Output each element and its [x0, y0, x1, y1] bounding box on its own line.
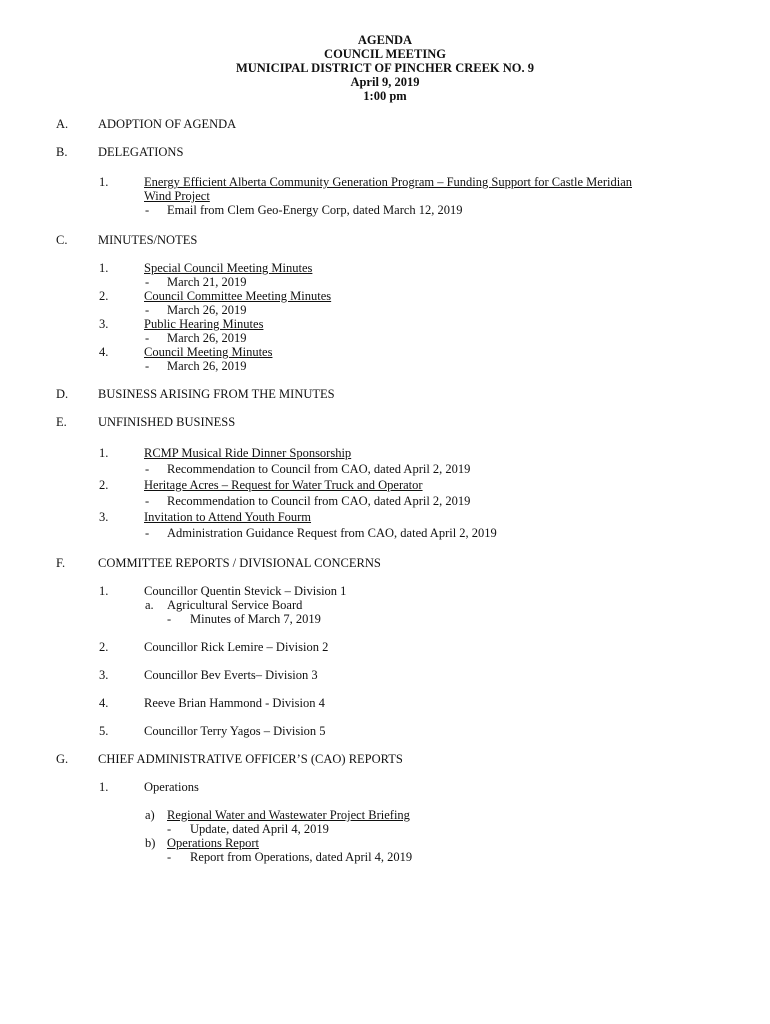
g-sub-letter: a) [145, 808, 155, 822]
c-item-title: Council Committee Meeting Minutes [144, 289, 332, 303]
c-item-number: 3. [99, 317, 109, 331]
section-b-letter: B. [56, 145, 68, 159]
f-item-1-sub-title: Agricultural Service Board [167, 598, 303, 612]
f-item-title: Councillor Bev Everts– Division 3 [144, 668, 318, 682]
g-sub-dash: - [167, 822, 172, 836]
e-item-title: Heritage Acres – Request for Water Truck and Operator [144, 478, 423, 492]
header-time: 1:00 pm [363, 89, 407, 103]
e-item-number: 2. [99, 478, 109, 492]
header-agenda: AGENDA [357, 33, 413, 47]
section-d-letter: D. [56, 387, 69, 401]
g-sub-title: Operations Report [167, 836, 259, 850]
b-item-1-sub: Email from Clem Geo-Energy Corp, dated March 12, 2019 [167, 203, 463, 217]
header-date: April 9, 2019 [350, 75, 420, 89]
e-item-sub: Administration Guidance Request from CAO, dated April 2, 2019 [167, 526, 497, 540]
f-item-1-sub-letter: a. [145, 598, 154, 612]
b-item-1-dash: - [145, 203, 150, 217]
header-municipal-district: MUNICIPAL DISTRICT OF PINCHER CREEK NO. 9 [235, 61, 535, 75]
c-item-number: 2. [99, 289, 109, 303]
f-item-title: Reeve Brian Hammond - Division 4 [144, 696, 325, 710]
c-item-date: March 21, 2019 [167, 275, 247, 289]
header-council-meeting: COUNCIL MEETING [324, 47, 446, 61]
f-item-number: 4. [99, 696, 109, 710]
section-f-title: COMMITTEE REPORTS / DIVISIONAL CONCERNS [98, 556, 381, 570]
f-item-1-sub-dash: - [167, 612, 172, 626]
c-item-number: 1. [99, 261, 109, 275]
e-item-number: 3. [99, 510, 109, 524]
f-item-number: 5. [99, 724, 109, 738]
g-sub-title: Regional Water and Wastewater Project Briefing [167, 808, 410, 822]
section-e-letter: E. [56, 415, 67, 429]
section-f-letter: F. [56, 556, 66, 570]
section-a-title: ADOPTION OF AGENDA [98, 117, 237, 131]
b-item-1-number: 1. [99, 175, 109, 189]
section-g-title: CHIEF ADMINISTRATIVE OFFICER’S (CAO) REPORTS [98, 752, 403, 766]
f-item-1-number: 1. [99, 584, 109, 598]
c-item-title: Council Meeting Minutes [144, 345, 273, 359]
c-item-dash: - [145, 359, 150, 373]
e-item-dash: - [145, 462, 150, 476]
b-item-1-title-line2: Wind Project [144, 189, 210, 203]
c-item-date: March 26, 2019 [167, 359, 247, 373]
c-item-title: Public Hearing Minutes [144, 317, 264, 331]
c-item-date: March 26, 2019 [167, 303, 247, 317]
section-d-title: BUSINESS ARISING FROM THE MINUTES [98, 387, 335, 401]
e-item-title: Invitation to Attend Youth Fourm [144, 510, 312, 524]
e-item-dash: - [145, 526, 150, 540]
g-sub-detail: Report from Operations, dated April 4, 2019 [190, 850, 413, 864]
f-item-title: Councillor Rick Lemire – Division 2 [144, 640, 329, 654]
section-c-letter: C. [56, 233, 68, 247]
g-sub-detail: Update, dated April 4, 2019 [190, 822, 329, 836]
section-g-letter: G. [56, 752, 69, 766]
g-sub-letter: b) [145, 836, 156, 850]
c-item-title: Special Council Meeting Minutes [144, 261, 313, 275]
section-b-title: DELEGATIONS [98, 145, 184, 159]
f-item-1-title: Councillor Quentin Stevick – Division 1 [144, 584, 347, 598]
c-item-number: 4. [99, 345, 109, 359]
f-item-1-sub-sub: Minutes of March 7, 2019 [190, 612, 321, 626]
c-item-date: March 26, 2019 [167, 331, 247, 345]
c-item-dash: - [145, 303, 150, 317]
g-item-1-number: 1. [99, 780, 109, 794]
c-item-dash: - [145, 331, 150, 345]
section-c-title: MINUTES/NOTES [98, 233, 198, 247]
f-item-number: 3. [99, 668, 109, 682]
e-item-dash: - [145, 494, 150, 508]
e-item-number: 1. [99, 446, 109, 460]
g-item-1-title: Operations [144, 780, 199, 794]
section-e-title: UNFINISHED BUSINESS [98, 415, 236, 429]
e-item-sub: Recommendation to Council from CAO, dated April 2, 2019 [167, 494, 471, 508]
e-item-sub: Recommendation to Council from CAO, dated April 2, 2019 [167, 462, 471, 476]
c-item-dash: - [145, 275, 150, 289]
b-item-1-title-line1: Energy Efficient Alberta Community Generation Program – Funding Support for Castle Meridian [144, 175, 632, 189]
f-item-number: 2. [99, 640, 109, 654]
section-a-letter: A. [56, 117, 69, 131]
e-item-title: RCMP Musical Ride Dinner Sponsorship [144, 446, 352, 460]
f-item-title: Councillor Terry Yagos – Division 5 [144, 724, 326, 738]
g-sub-dash: - [167, 850, 172, 864]
